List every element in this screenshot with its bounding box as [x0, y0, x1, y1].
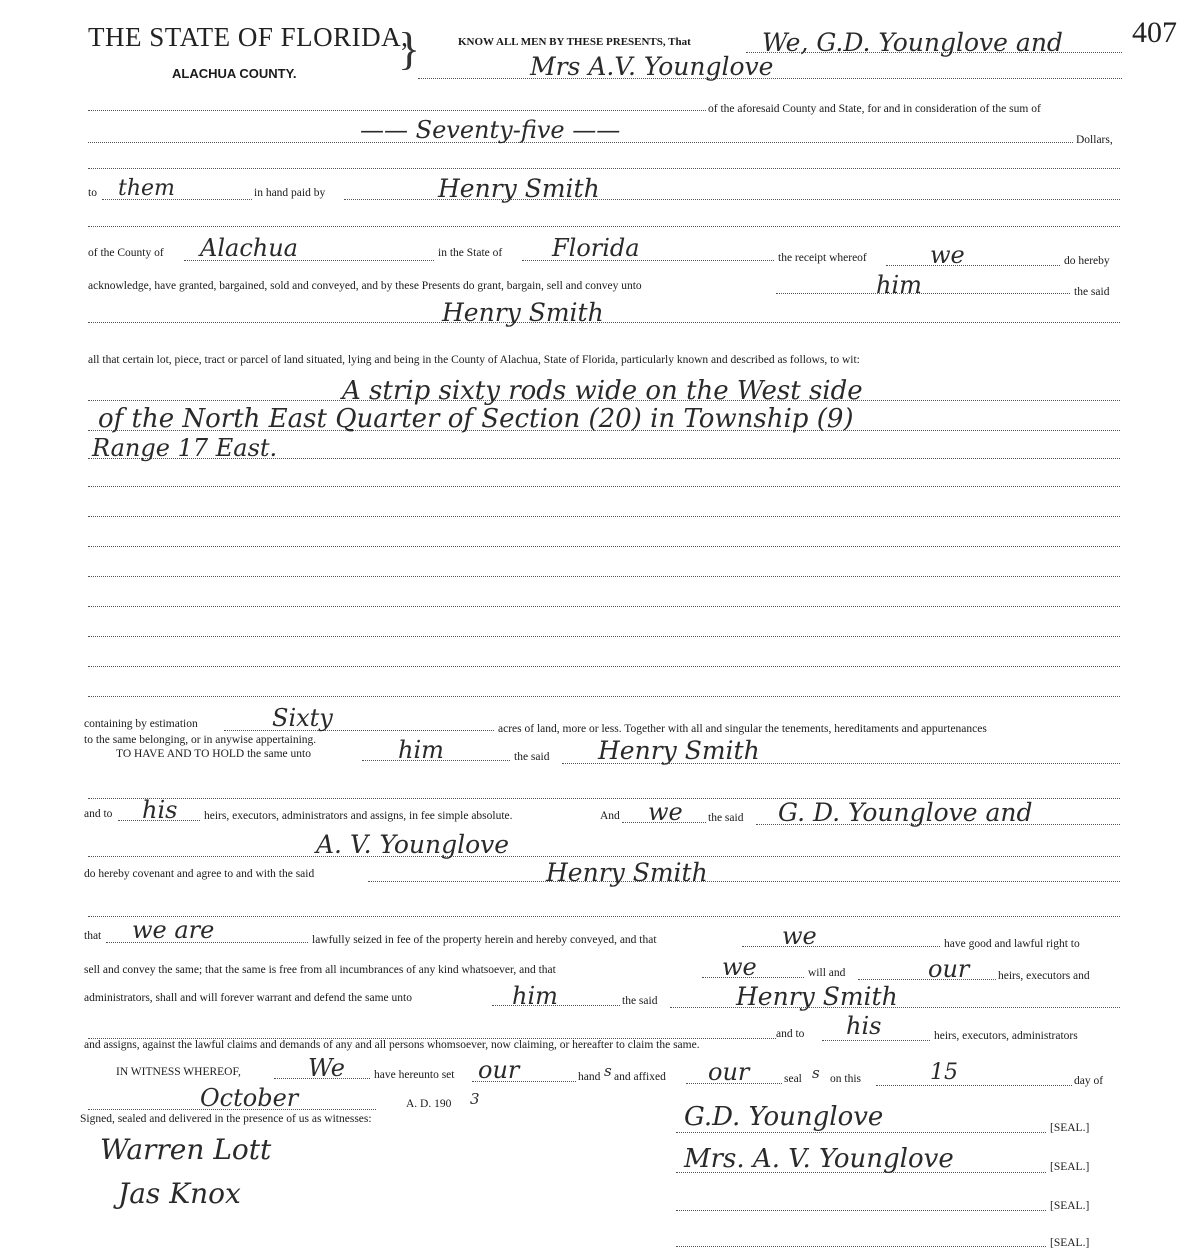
month-value: October [200, 1084, 299, 1112]
signature-1: G.D. Younglove [684, 1102, 884, 1132]
his-2: his [846, 1012, 882, 1040]
that-label: that [84, 930, 102, 942]
state-of-label: in the State of [438, 247, 503, 259]
witness-2: Jas Knox [118, 1177, 241, 1210]
covenant-grantee: Henry Smith [546, 858, 708, 887]
rule [88, 168, 1120, 169]
hold-grantee: Henry Smith [598, 736, 760, 765]
seal-label-4: [SEAL.] [1050, 1237, 1090, 1249]
defend-unto: him [512, 982, 558, 1010]
county-heading: ALACHUA COUNTY. [172, 66, 297, 81]
rule [822, 1040, 930, 1041]
heirs-exec-admin-text: heirs, executors, administrators [934, 1030, 1078, 1042]
rule [224, 730, 494, 731]
grantee: Henry Smith [438, 174, 600, 203]
rule [88, 486, 1120, 487]
we-are: we are [132, 916, 215, 944]
good-right-text: have good and lawful right to [944, 938, 1080, 950]
and-to-label: and to [84, 808, 113, 820]
and-assigns-text: and assigns, against the lawful claims and demands of any and all persons whomsoever, now claiming, or hereafter to claim the same. [84, 1039, 700, 1051]
the-said-4-label: the said [622, 995, 658, 1007]
state-value: Florida [552, 234, 640, 262]
rule [676, 1132, 1046, 1133]
do-hereby-label: do hereby [1064, 255, 1110, 267]
rule [88, 636, 1120, 637]
day-of-label: day of [1074, 1075, 1104, 1087]
acres-value: Sixty [272, 704, 333, 732]
hand-s: s [604, 1062, 612, 1080]
rule [676, 1210, 1046, 1211]
county-value: Alachua [200, 234, 298, 262]
convey-unto: him [876, 271, 922, 299]
seal-label-2: [SEAL.] [1050, 1161, 1090, 1173]
we-3: we [722, 953, 757, 981]
grantee-2: Henry Smith [442, 298, 604, 327]
description-line-2: of the North East Quarter of Section (20) in Township (9) [98, 404, 854, 434]
paid-by-label: in hand paid by [254, 187, 326, 199]
rule [88, 856, 1120, 857]
sum-amount: —— Seventy-five —— [360, 116, 621, 144]
lawfully-seized-text: lawfully seized in fee of the property herein and hereby conveyed, and that [312, 934, 657, 946]
have-hereunto-label: have hereunto set [374, 1069, 455, 1081]
rule [368, 881, 1120, 882]
rule [88, 666, 1120, 667]
rule [742, 946, 940, 947]
rule [88, 226, 1120, 227]
grantors-b: A. V. Younglove [316, 830, 510, 859]
rule [88, 546, 1120, 547]
containing-label: containing by estimation [84, 718, 198, 730]
rule [88, 516, 1120, 517]
signed-sealed-text: Signed, sealed and delivered in the presence of us as witnesses: [80, 1113, 372, 1125]
all-that-certain-text: all that certain lot, piece, tract or parcel of land situated, lying and being in the County of Alachua, State of Florida, particularly known and described as follows, to wit: [88, 354, 860, 366]
rule [88, 576, 1120, 577]
description-line-3: Range 17 East. [92, 434, 278, 462]
state-title: THE STATE OF FLORIDA, [88, 22, 409, 52]
hold-unto: him [398, 736, 444, 764]
we-2: we [782, 922, 817, 950]
the-said-3-label: the said [708, 812, 744, 824]
and-to-2-label: and to [776, 1028, 805, 1040]
witness-we: We [308, 1054, 345, 1082]
rule [88, 322, 1120, 323]
to-have-label: TO HAVE AND TO HOLD the same unto [116, 748, 311, 760]
rule [886, 265, 1060, 266]
acres-text: acres of land, more or less. Together with all and singular the tenements, hereditaments and appurtenances [498, 723, 987, 735]
and-affixed-label: and affixed [614, 1071, 666, 1083]
heirs-exec-text: heirs, executors, administrators and assigns, in fee simple absolute. [204, 810, 513, 822]
seal-on-label: seal [784, 1073, 802, 1085]
the-said-2-label: the said [514, 751, 550, 763]
set-our: our [478, 1056, 520, 1084]
day-value: 15 [930, 1060, 958, 1085]
seal-label-3: [SEAL.] [1050, 1200, 1090, 1212]
description-line-1: A strip sixty rods wide on the West side [342, 376, 863, 406]
witness-1: Warren Lott [100, 1133, 272, 1166]
to-label: to [88, 187, 97, 199]
grantors-a: G. D. Younglove and [778, 798, 1033, 827]
aforesaid-text: of the aforesaid County and State, for and in consideration of the sum of [708, 103, 1041, 115]
defend-grantee: Henry Smith [736, 982, 898, 1011]
on-this-label: on this [830, 1073, 861, 1085]
header-brace: } [398, 23, 421, 74]
rule [88, 110, 706, 111]
ad-label: A. D. 190 [406, 1098, 452, 1110]
administrators-text: administrators, shall and will forever warrant and defend the same unto [84, 992, 412, 1004]
grantors-line-2: Mrs A.V. Younglove [530, 52, 774, 81]
to-same-text: to the same belonging, or in anywise appertaining. [84, 734, 317, 746]
rule [876, 1085, 1072, 1086]
heirs-exec-and-text: heirs, executors and [998, 970, 1090, 982]
sell-convey-text: sell and convey the same; that the same is free from all incumbrances of any kind whatsoever, and that [84, 964, 556, 976]
signature-2: Mrs. A. V. Younglove [684, 1144, 954, 1174]
rule [88, 696, 1120, 697]
rule [858, 979, 996, 980]
county-of-label: of the County of [88, 247, 164, 259]
his: his [142, 796, 178, 824]
acknowledge-text: acknowledge, have granted, bargained, sold and conveyed, and by these Presents do grant, bargain, sell and convey unto [88, 280, 642, 292]
rule [776, 293, 1070, 294]
and-label: And [600, 810, 620, 822]
seal-label-1: [SEAL.] [1050, 1122, 1090, 1134]
know-all-men: KNOW ALL MEN BY THESE PRESENTS, That [458, 36, 691, 48]
covenant-text: do hereby covenant and agree to and with the said [84, 868, 315, 880]
receipt-label: the receipt whereof [778, 252, 867, 264]
year-value: 3 [470, 1090, 480, 1108]
grantors-line-1: We, G.D. Younglove and [762, 28, 1063, 57]
our: our [928, 955, 970, 983]
rule [88, 606, 1120, 607]
page-number: 407 [1132, 16, 1177, 49]
will-and-label: will and [808, 967, 846, 979]
receipt-by: we [930, 241, 965, 269]
we: we [648, 798, 683, 826]
dollars-label: Dollars, [1076, 134, 1113, 146]
to-whom: them [118, 176, 175, 201]
the-said-label: the said [1074, 286, 1110, 298]
in-witness-label: IN WITNESS WHEREOF, [116, 1066, 241, 1078]
affixed-our: our [708, 1058, 750, 1086]
rule [88, 916, 1120, 917]
seal-s: s [812, 1064, 820, 1082]
hand-label: hand [578, 1071, 601, 1083]
